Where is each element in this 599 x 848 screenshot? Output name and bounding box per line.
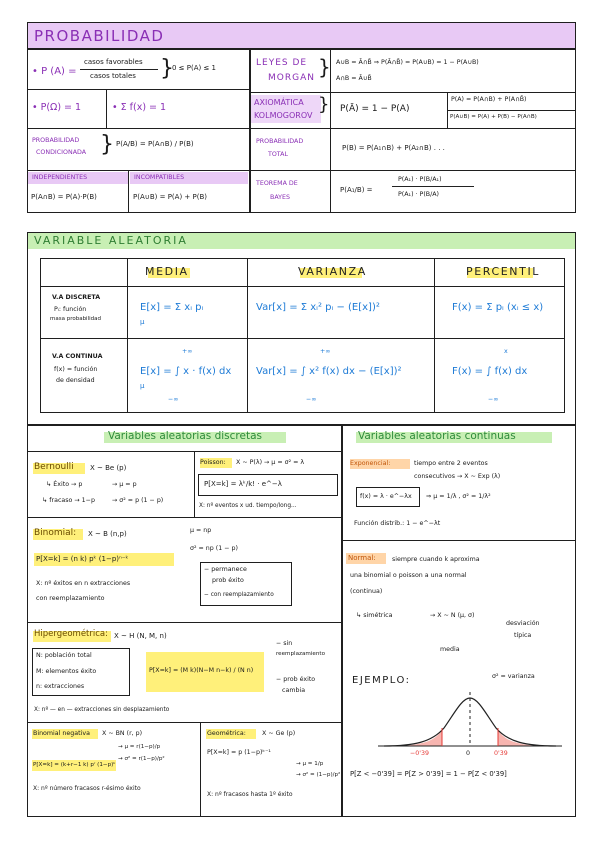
ejemplo-title: EJEMPLO:	[352, 675, 411, 686]
geo-note: X: nº fracasos hasta 1º éxito	[207, 791, 293, 798]
probabilidad-title: PROBABILIDAD	[34, 27, 165, 45]
geo-dist: X ~ Ge (p)	[262, 730, 296, 737]
disc-var: Var[x] = Σ xᵢ² pᵢ − (E[x])²	[256, 302, 380, 313]
brace: }	[160, 56, 174, 81]
int-bot-media: −∞	[168, 396, 179, 403]
negbin-mu: → μ = r(1−p)/p	[118, 744, 161, 750]
brace: }	[318, 94, 330, 115]
brace: }	[318, 55, 331, 79]
col-media: MEDIA	[145, 265, 189, 278]
hiper-note: X: nº — en — extracciones sin desplazamiento	[34, 707, 170, 713]
hiper-e: n: extracciones	[36, 683, 85, 690]
hiper-dist: X ~ H (N, M, n)	[114, 632, 167, 640]
pa-numerator: casos favorables	[84, 58, 143, 66]
hiper-formula: P[X=k] = (M k)(N−M n−k) / (N n)	[149, 667, 254, 674]
incomp-formula: P(A∪B) = P(A) + P(B)	[133, 193, 207, 201]
cond-label-2: CONDICIONADA	[36, 149, 87, 156]
p-omega: • P(Ω) = 1	[32, 102, 82, 113]
ej-right: 0'39	[494, 750, 508, 757]
bern-dist: X ~ Be (p)	[90, 464, 127, 472]
bayes-den: P(A₁) · P(B/A)	[398, 191, 440, 198]
leyes-label-1: LEYES DE	[256, 58, 308, 68]
int-bot-var: −∞	[306, 396, 317, 403]
incomp-label: INCOMPATIBLES	[134, 174, 185, 181]
cont-perc: F(x) = ∫ f(x) dx	[452, 366, 528, 377]
bin-mu: μ = np	[190, 527, 212, 534]
continua-1: V.A CONTINUA	[52, 353, 103, 360]
bin-box-2: prob éxito	[212, 577, 244, 584]
axiom-label-1: AXIOMÁTICA	[254, 98, 304, 107]
bern-2: ↳ fracaso → 1−p	[42, 497, 95, 504]
geo-formula: P[X=k] = p (1−p)ᵏ⁻¹	[207, 749, 271, 756]
negbin-var: → σ² = r(1−p)/p²	[118, 756, 165, 762]
bayes-label-2: BAYES	[270, 194, 290, 201]
pa-denominator: casos totales	[90, 72, 136, 80]
col-percentil: PERCENTIL	[466, 265, 541, 278]
disc-mu: μ	[140, 318, 145, 326]
normal-var: σ² = varianza	[492, 673, 535, 680]
normal-text-1: siempre cuando k aproxima	[392, 556, 480, 563]
morgan-1: A∪B = Ā∩B̄ ⇒ P(Ā∩B̄) = P(A∪B) = 1 − P(A∪B)	[336, 59, 479, 66]
indep-label: INDEPENDIENTES	[32, 174, 88, 181]
va-title: VARIABLE ALEATORIA	[34, 234, 188, 247]
int-top-media: +∞	[182, 348, 193, 355]
brace: }	[100, 132, 114, 157]
negbin-note: X: nº número fracasos r-ésimo éxito	[33, 785, 141, 792]
geo-var: → σ² = (1−p)/p²	[296, 772, 341, 778]
negbin-formula: P[X=k] = (k+r−1 k) pʳ (1−p)ᵏ	[33, 762, 116, 768]
bern-mu: → μ = p	[112, 481, 137, 488]
expo-formula: f(x) = λ · e^−λx	[360, 493, 412, 500]
pois-title: Poisson:	[200, 459, 226, 466]
hiper-n: N: población total	[36, 652, 92, 659]
hiper-title: Hipergeométrica:	[34, 629, 108, 639]
normal-dist: → X ~ N (μ, σ)	[430, 612, 475, 619]
cont-media: E[x] = ∫ x · f(x) dx	[140, 366, 232, 377]
disc-title: Variables aleatorias discretas	[108, 430, 262, 442]
morgan-2: A∩B = Ā∪B̄	[336, 75, 372, 82]
int-top-var: +∞	[320, 348, 331, 355]
cont-title: Variables aleatorias continuas	[358, 430, 516, 442]
expo-text-2: consecutivos → X ~ Exp (λ)	[414, 473, 501, 480]
cond-formula: P(A/B) = P(A∩B) / P(B)	[116, 140, 194, 148]
hiper-box-2: reemplazamiento	[276, 651, 326, 657]
hiper-box-4: cambia	[282, 687, 306, 694]
expo-title: Exponencial:	[350, 460, 391, 467]
ej-left: −0'39	[410, 750, 430, 757]
expo-dist: Función distrib.: 1 − e^−λt	[354, 520, 441, 527]
normal-curve-chart	[374, 690, 566, 758]
axiom-formula: P(Ā) = 1 − P(A)	[340, 104, 410, 114]
axiom-right-1: P(A) = P(A∩B) + P(A∩B̄)	[451, 96, 527, 103]
va-table	[40, 258, 565, 413]
normal-text-3: (continua)	[350, 588, 383, 595]
bin-dist: X ~ B (n,p)	[88, 530, 127, 538]
normal-media: media	[440, 646, 460, 653]
bayes-label-1: TEOREMA DE	[256, 180, 298, 187]
bayes-lhs: P(A₁/B) =	[340, 186, 373, 194]
discreta-1: V.A DISCRETA	[52, 294, 101, 301]
total-formula: P(B) = P(A₁∩B) + P(A₂∩B) . . .	[342, 144, 445, 152]
bin-box-1: − permanece	[204, 566, 247, 573]
continua-3: de densidad	[56, 377, 95, 384]
bin-note-1: X: nº éxitos en n extracciones	[36, 580, 131, 587]
hiper-m: M: elementos éxito	[36, 668, 97, 675]
negbin-dist: X ~ BN (r, p)	[102, 730, 143, 737]
total-label-2: TOTAL	[268, 151, 288, 158]
pa-bound: 0 ≤ P(A) ≤ 1	[172, 64, 217, 72]
ej-zero: 0	[466, 750, 471, 757]
bin-note-2: con reemplazamiento	[36, 595, 105, 602]
discreta-2: Pᵢ: función	[54, 306, 87, 313]
normal-dev-2: típica	[514, 632, 532, 639]
indep-formula: P(A∩B) = P(A)·P(B)	[31, 193, 97, 201]
bin-var: σ² = np (1 − p)	[190, 545, 238, 552]
discreta-3: masa probabilidad	[50, 316, 101, 322]
cond-label-1: PROBABILIDAD	[32, 137, 80, 144]
total-label-1: PROBABILIDAD	[256, 138, 304, 145]
ej-formula: P[Z < −0'39] = P[Z > 0'39] = 1 − P[Z < 0'39]	[350, 770, 507, 778]
pois-dist: X ~ P(λ) → μ = σ² = λ	[236, 459, 305, 466]
geo-mu: → μ = 1/p	[296, 761, 324, 767]
continua-2: f(x) = función	[54, 366, 98, 373]
cont-var: Var[x] = ∫ x² f(x) dx − (E[x])²	[256, 366, 402, 377]
int-bot-perc: −∞	[488, 396, 499, 403]
cont-mu: μ	[140, 382, 145, 390]
pois-note: X: nº eventos x ud. tiempo/long...	[199, 503, 297, 509]
geo-title: Geométrica:	[207, 730, 246, 737]
bin-formula: P[X=k] = (n k) pᵏ (1−p)ⁿ⁻ᵏ	[36, 555, 129, 563]
bin-box-3: − con reemplazamiento	[204, 592, 274, 598]
disc-media: E[x] = Σ xᵢ pᵢ	[140, 302, 204, 313]
bern-var: → σ² = p (1 − p)	[112, 497, 164, 504]
expo-moments: ⇒ μ = 1/λ , σ² = 1/λ²	[426, 493, 491, 500]
hiper-box-1: − sin	[276, 640, 293, 647]
axiom-right-2: P(A∪B) = P(A) + P(B) − P(A∩B)	[450, 114, 537, 120]
sum-f: • Σ f(x) = 1	[112, 102, 167, 113]
pa-lhs: • P (A) =	[32, 66, 77, 77]
int-top-perc: x	[504, 348, 508, 355]
bern-title: Bernoulli	[34, 462, 74, 472]
axiom-label-2: KOLMOGOROV	[254, 111, 313, 120]
normal-dev-1: desviación	[506, 620, 540, 627]
hiper-box-3: − prob éxito	[276, 676, 316, 683]
pois-formula: P[X=k] = λᵏ/k! · e^−λ	[204, 480, 282, 488]
bern-1: ↳ Éxito → p	[46, 481, 83, 488]
normal-sym: ↳ simétrica	[356, 612, 393, 619]
col-varianza: VARIANZA	[298, 265, 367, 278]
normal-title: Normal:	[348, 554, 376, 562]
expo-text-1: tiempo entre 2 eventos	[414, 460, 488, 467]
leyes-label-2: MORGAN	[268, 73, 315, 83]
disc-perc: F(x) = Σ pᵢ (xᵢ ≤ x)	[452, 302, 544, 313]
negbin-title: Binomial negativa	[33, 730, 90, 737]
normal-text-2: una binomial o poisson a una normal	[350, 572, 467, 579]
bin-title: Binomial:	[34, 528, 77, 538]
bayes-num: P(A₁) · P(B/A₁)	[398, 176, 442, 183]
